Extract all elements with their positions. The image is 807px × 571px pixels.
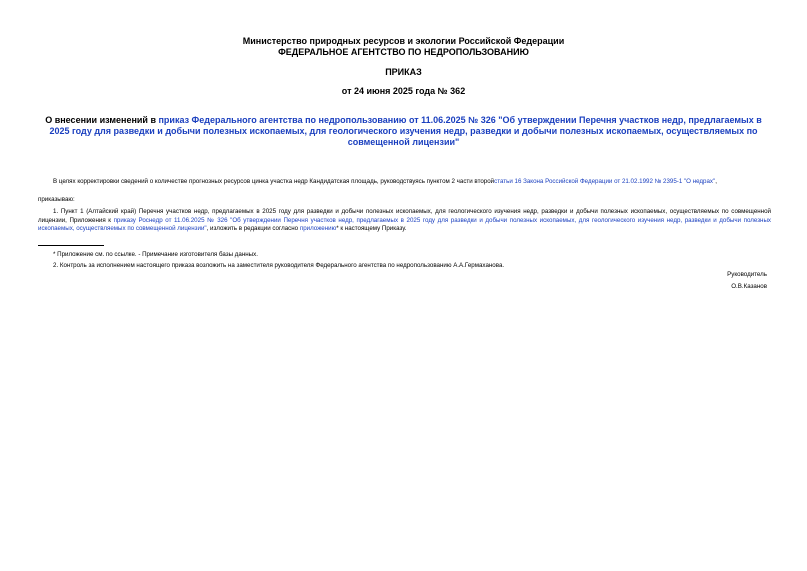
title-prefix: О внесении изменений в — [45, 115, 159, 125]
item-1-text-a: 1. Пункт 1 (Алтайский край) Перечня участков недр, предлагаемых в 2025 году для разведки и добычи полезных ископаемых, для геологического изучения недр, разведки и добычи полезных ископаемых, осуществляемых по совмещенной лицензии, Приложения к — [38, 208, 771, 224]
appendix-link[interactable]: приложению — [299, 225, 337, 233]
rosnedra-order-link[interactable]: приказу Роснедр от 11.06.2025 № 326 "Об утверждении Перечня участков недр, предлагаемых в 2025 году для разведки и добычи полезных ископаемых, для геологического изучения недр, разведки и добычи полезных ископаемых, осуществляемых по совмещенной лицензии" — [38, 216, 771, 233]
paragraph-item-2: 2. Контроль за исполнением настоящего приказа возложить на заместителя руководителя Федерального агентства по недропользованию А.А.Гермаханова. — [53, 262, 505, 269]
paragraph-preamble — [38, 178, 771, 187]
title-order-link[interactable]: приказ Федерального агентства по недропользованию от 11.06.2025 № 326 "Об утверждении Перечня участков недр, предлагаемых в 2025 году для разведки и добычи полезных ископаемых, для геологического изучения недр, разведки и добычи полезных ископаемых, осуществляемых по совмещенной лицензии" — [49, 115, 762, 147]
footnote-divider — [38, 245, 104, 246]
paragraph-item-1 — [38, 208, 771, 234]
footnote: * Приложение см. по ссылке. - Примечание изготовителя базы данных. — [53, 251, 258, 258]
agency-name: ФЕДЕРАЛЬНОЕ АГЕНТСТВО ПО НЕДРОПОЛЬЗОВАНИЮ — [278, 47, 529, 57]
signature-role: Руководитель — [727, 271, 767, 278]
decree-word: приказываю: — [38, 196, 75, 203]
item-1-text-b: , изложить в редакции согласно — [206, 225, 300, 233]
document-date-number: от 24 июня 2025 года № 362 — [341, 86, 466, 96]
document-type: ПРИКАЗ — [385, 67, 422, 77]
document-header — [0, 36, 807, 58]
preamble-end: , — [715, 178, 717, 185]
document-title — [36, 115, 771, 148]
preamble-text: В целях корректировки сведений о количестве прогнозных ресурсов цинка участка недр Кандидатская площадь, руководствуясь пунктом 2 части второй — [53, 178, 495, 185]
signature-name: О.В.Казанов — [731, 283, 767, 290]
ministry-name: Министерство природных ресурсов и экологии Российской Федерации — [242, 36, 565, 46]
item-1-text-c: * к настоящему Приказу. — [336, 225, 407, 233]
law-article-link[interactable]: статьи 16 Закона Российской Федерации от 21.02.1992 № 2395-1 "О недрах" — [494, 178, 716, 185]
